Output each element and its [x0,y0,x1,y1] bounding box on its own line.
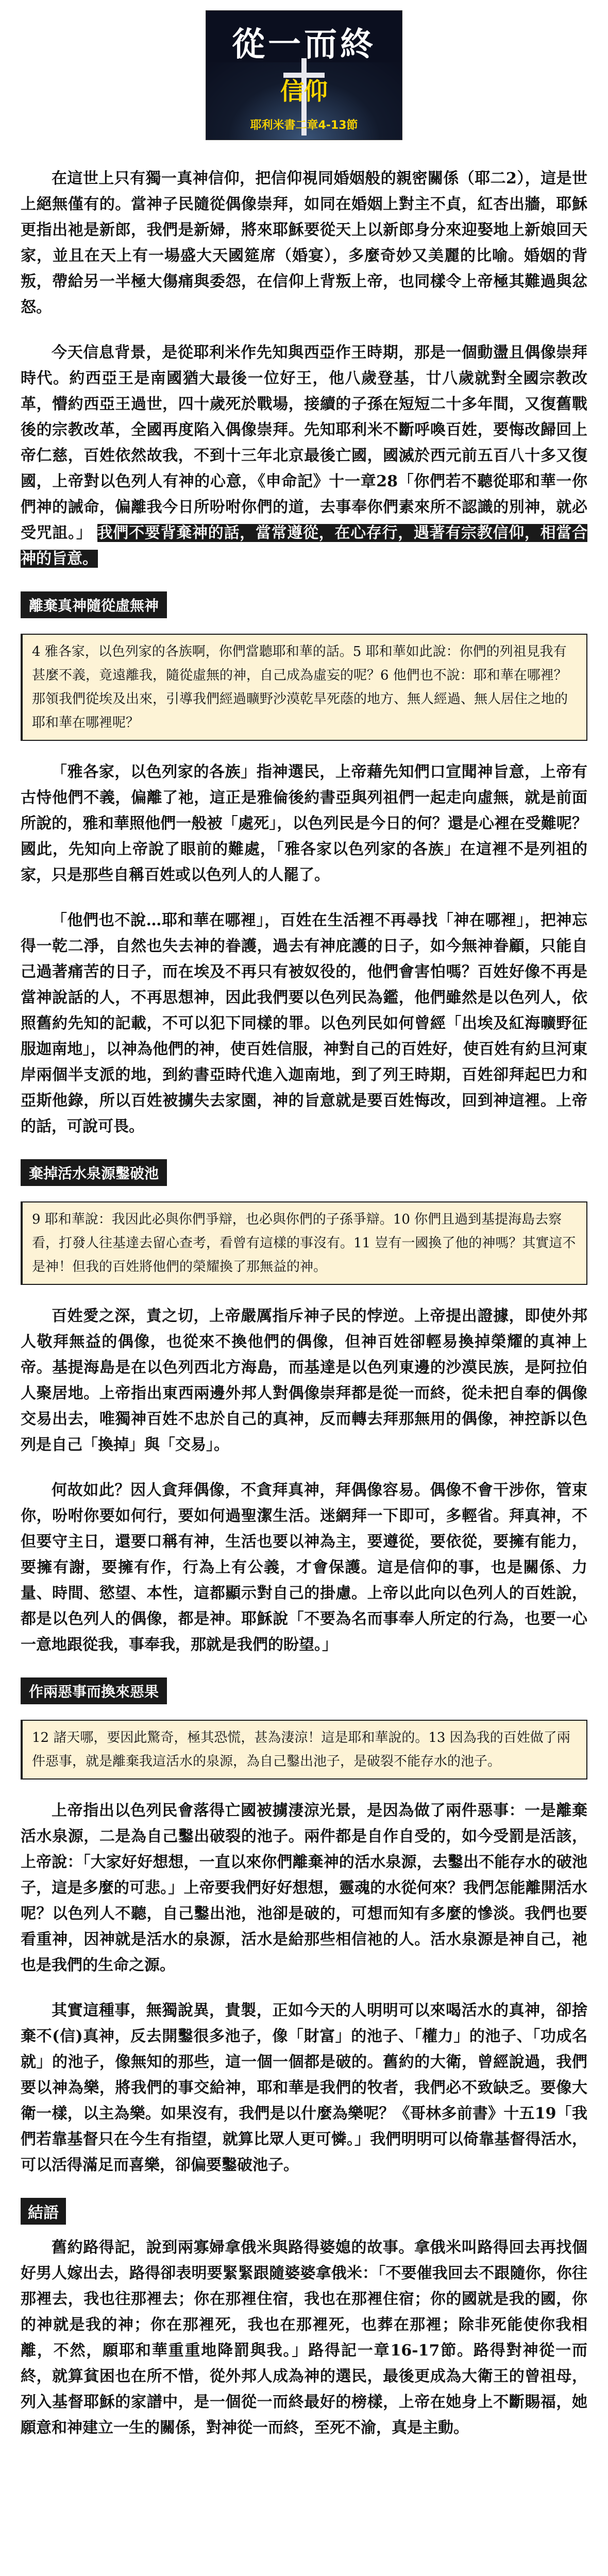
intro-paragraph-1: 在這世上只有獨一真神信仰，把信仰視同婚姻般的親密關係（耶二2），這是世上絕無僅有的。當神子民隨從偶像崇拜，如同在婚姻上對主不貞，紅杏出牆，耶穌更指出祂是新郎，我們是新婦，將來耶穌要從天上以新郎身分來迎娶地上新娘回天家，並且在天上有一場盛大天國筵席（婚宴），多麼奇妙又美麗的比喻。婚姻的背叛，帶給另一半極大傷痛與委怨，在信仰上背叛上帝，也同樣令上帝極其難過與忿怒。 [21,170,587,316]
section-2-verse: 9 耶和華說：我因此必與你們爭辯，也必與你們的子孫爭辯。10 你們且過到基提海島去察看，打發人往基達去留心查考，看曾有這樣的事沒有。11 豈有一國換了他的神嗎？其實這不是神！但我的百姓將他們的榮耀換了那無益的神。 [21,1201,587,1285]
conclusion-title: 結語 [21,2198,66,2225]
section-1-verse: 4 雅各家，以色列家的各族啊，你們當聽耶和華的話。5 耶和華如此說：你們的列祖見我有甚麼不義，竟遠離我，隨從虛無的神，自己成為虛妄的呢？6 他們也不說：耶和華在哪裡？那領我們從埃及出來，引導我們經過曠野沙漠乾旱死蔭的地方、無人經過、無人居住之地的耶和華在哪裡呢？ [21,634,587,741]
intro-highlight: 我們不要背棄神的話，當常遵從，在心存行，遇著有宗教信仰，相當合神的旨意。 [21,524,588,568]
section-3 [21,1677,587,1704]
section-3-title: 作兩惡事而換來惡果 [21,1677,167,1704]
page [0,10,608,2576]
section-3-verse: 12 諸天哪，要因此驚奇，極其恐慌，甚為淒涼！這是耶和華說的。13 因為我的百姓做了兩件惡事，就是離棄我這活水的泉源，為自己鑿出池子，是破裂不能存水的池子。 [21,1720,587,1780]
section-3-paragraph-2: 其實這種事，無獨說異，貴製，正如今天的人明明可以來喝活水的真神，卻捨棄不(信)真神，反去開鑿很多池子，像「財富」的池子、「權力」的池子、「功成名就」的池子，像無知的那些，這一個一個都是破的。舊約的大衛，曾經說過，我們要以神為樂，將我們的事交給神，耶和華是我們的牧者，我們必不致缺乏。要像大衛一樣，以主為樂。如果沒有，我們是以什麼為樂呢？《哥林多前書》十五19「我們若靠基督只在今生有指望，就算比眾人更可憐。」我們明明可以倚靠基督得活水，可以活得滿足而喜樂，卻偏要鑿破池子。 [21,2002,587,2174]
section-1-title: 離棄真神隨從虛無神 [21,591,167,618]
banner-verse: 耶利米書二章4-13節 [250,119,358,132]
conclusion-paragraph: 舊約路得記，說到兩寡婦拿俄米與路得婆媳的故事。拿俄米叫路得回去再找個好男人嫁出去，路得卻表明要緊緊跟隨婆婆拿俄米：「不要催我回去不跟隨你，你往那裡去，我也往那裡去；你在那裡住宿，我也在那裡住宿；你的國就是我的國，你的神就是我的神；你在那裡死，我也在那裡死，也葬在那裡；除非死能使你我相離，不然，願耶和華重重地降罰與我。」路得記一章16-17節。路得對神從一而終，就算貧困也在所不惜，從外邦人成為神的選民，最後更成為大衛王的曾祖母，列入基督耶穌的家譜中，是一個從一而終最好的榜樣，上帝在她身上不斷賜福，她願意和神建立一生的關係，對神從一而終，至死不渝，真是主動。 [21,2239,587,2437]
section-2-paragraph-2: 何故如此？因人貪拜偶像，不貪拜真神，拜偶像容易。偶像不會干涉你，管束你，吩咐你要如何行，要如何過聖潔生活。迷網拜一下即可，多輕省。拜真神，不但要守主日，還要口稱有神，生活也要以神為主，要遵從，要依從，要擁有能力，要擁有謝，要擁有作，行為上有公義，才會保護。這是信仰的事，也是關係、力量、時間、慾望、本性，這都顯示對自己的掛慮。上帝以此向以色列人的百姓說，都是以色列人的偶像，都是神。耶穌說「不要為名而事奉人所定的行為，也要一心一意地跟從我，事奉我，那就是我們的盼望。」 [21,1481,587,1654]
title-banner [206,10,402,140]
section-1 [21,591,587,618]
intro-paragraph-2-text: 今天信息背景，是從耶利米作先知與西亞作王時期，那是一個動盪且偶像崇拜時代。約西亞王是南國猶大最後一位好王，他八歲登基，廿八歲就對全國宗教改革，懵約西亞王過世，四十歲死於戰場，接續的子孫在短短二十多年間，又復舊戰後的宗教改革，全國再度陷入偶像崇拜。先知耶利米不斷呼喚百姓，要悔改歸回上帝仁慈，百姓依然故我，不到十三年北京最後亡國，國滅於西元前五百八十多又復國，上帝對以色列人有神的心意，《申命記》十一章28「你們若不聽從耶和華一你們神的誡命，偏離我今日所吩咐你們的道，去事奉你們素來所不認識的別神，就必受咒詛。」 [21,344,587,542]
section-2-title: 棄掉活水泉源鑿破池 [21,1159,167,1186]
conclusion-section [21,2198,587,2235]
section-2 [21,1159,587,1186]
intro-paragraph-2 [21,340,587,572]
section-1-paragraph-1: 「雅各家，以色列家的各族」指神選民，上帝藉先知們口宣聞神旨意，上帝有古恃他們不義，偏離了祂，這正是雅倫後約書亞與列祖們一起走向虛無，就是前面所說的，雅和華照他們一般被「處死」，以色列民是今日的何？還是心裡在受難呢？國此，先知向上帝說了眼前的難處，「雅各家以色列家的各族」在這裡不是列祖的家，只是那些自稱百姓或以色列人的人罷了。 [21,763,587,884]
banner-subtitle: 信仰 [280,77,328,105]
section-2-paragraph-1: 百姓愛之深，責之切，上帝嚴厲指斥神子民的悖逆。上帝提出證據，即使外邦人敬拜無益的偶像，也從來不換他們的偶像，但神百姓卻輕易換掉榮耀的真神上帝。基提海島是在以色列西北方海島，而基達是以色列東邊的沙漠民族，是阿拉伯人聚居地。上帝指出東西兩邊外邦人對偶像崇拜都是從一而終，從未把自奉的偶像交易出去，唯獨神百姓不忠於自己的真神，反而轉去拜那無用的偶像，神控訴以色列是自己「換掉」與「交易」。 [21,1307,587,1454]
banner-title: 從一而終 [232,26,376,64]
section-3-paragraph-1: 上帝指出以色列民會落得亡國被擄淒涼光景，是因為做了兩件惡事：一是離棄活水泉源，二是為自己鑿出破裂的池子。兩件都是自作自受的，如今受罰是活該，上帝說：「大家好好想想，一直以來你們離棄神的活水泉源，去鑿出不能存水的破池子，這是多麼的可悲。」上帝要我們好好想想，靈魂的水從何來？我們怎能離開活水呢？以色列人不聽，自己鑿出池，池卻是破的，可想而知有多麼的慘淡。我們也要看重神，因神就是活水的泉源，活水是給那些相信祂的人。活水泉源是神自己，祂也是我們的生命之源。 [21,1802,587,1974]
section-1-paragraph-2: 「他們也不說…耶和華在哪裡」，百姓在生活裡不再尋找「神在哪裡」，把神忘得一乾二淨，自然也失去神的眷護，過去有神庇護的日子，如今無神眷顧，只能自己過著痛苦的日子，而在埃及不再只有被奴役的，他們會害怕嗎？百姓好像不再是當神說話的人，不再思想神，因此我們要以色列民為鑑，他們雖然是以色列人，依照舊約先知的記載，不可以犯下同樣的罪。以色列民如何曾經「出埃及紅海曠野征服迦南地」，以神為他們的神，使百姓信服，神對自己的百姓好，使百姓有約旦河東岸兩個半支派的地，到約書亞時代進入迦南地，到了列王時期，百姓卻拜起巴力和亞斯他錄，所以百姓被擄失去家園，神的旨意就是要百姓悔改，回到神這裡。上帝的話，可說可畏。 [21,911,587,1136]
